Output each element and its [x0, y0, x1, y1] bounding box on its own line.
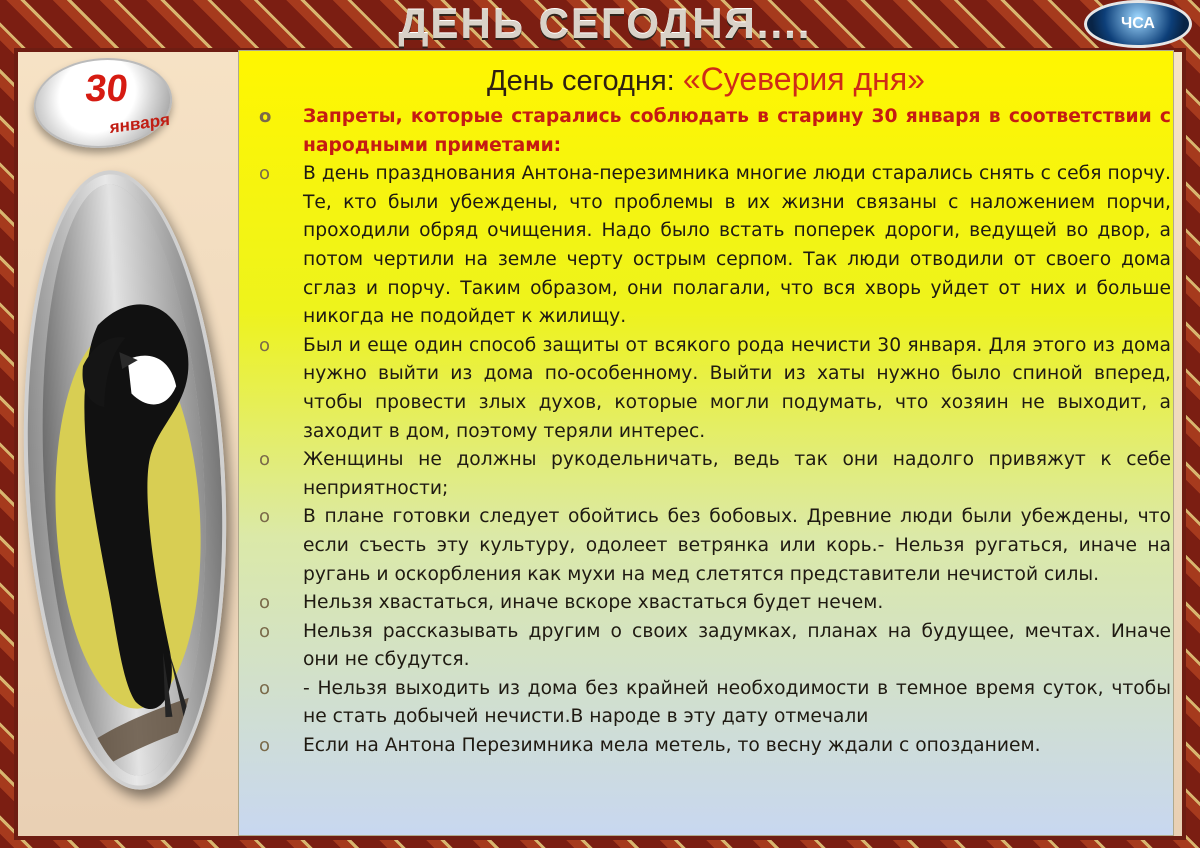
bullet-marker: o [259, 620, 271, 642]
heading-accent: «Суеверия дня» [682, 61, 925, 97]
date-month: января [109, 109, 171, 138]
panel-heading [239, 61, 1173, 98]
bullet-marker: o [259, 106, 272, 127]
superstitions-list [251, 103, 1171, 761]
list-item [251, 503, 1171, 589]
channel-logo [1084, 0, 1192, 48]
list-item [251, 446, 1171, 503]
list-item-text: Запреты, которые старались соблюдать в старину 30 января в соответствии с народными приметами: [303, 106, 1171, 156]
list-item [251, 589, 1171, 618]
bullet-marker: o [259, 677, 271, 699]
list-item-text: - Нельзя выходить из дома без крайней необходимости в темное время суток, чтобы не стать добычей нечисти.В народе в эту дату отмечали [303, 677, 1171, 728]
list-item-text: Если на Антона Перезимника мела метель, то весну ждали с опозданием. [303, 735, 1041, 757]
list-item [251, 332, 1171, 446]
logo-text: ЧСА [1121, 15, 1155, 32]
list-item-text: Нельзя хвастаться, иначе вскоре хвастаться будет нечем. [303, 592, 884, 614]
list-item [251, 160, 1171, 332]
list-item [251, 103, 1171, 160]
bullet-marker: o [259, 163, 271, 185]
heading-prefix: День сегодня: [487, 65, 675, 97]
slide-title: ДЕНЬ СЕГОДНЯ.... [398, 0, 812, 47]
list-item-text: Был и еще один способ защиты от всякого рода нечисти 30 января. Для этого из дома нужно выйти из дома по-особенному. Выйти из хаты нужно было спиной вперед, чтобы провести злых духов, которые могли подумать, что хозяин не выходит, а заходит в дом, поэтому теряли интерес. [303, 334, 1171, 442]
list-item [251, 675, 1171, 732]
list-item-text: В день празднования Антона-перезимника многие люди старались снять с себя порчу. Те, кто были убеждены, что проблемы в их жизни связаны с наложением порчи, проходили обряд очищения. Надо было встать поперек дороги, ведущей во двор, а потом чертили на земле черту острым серпом. Так люди отводили от своего дома сглаз и порчу. Таким образом, они полагали, что вся хворь уйдет от них и больше никогда не подойдет к жилищу. [303, 163, 1171, 328]
list-item [251, 618, 1171, 675]
list-item [251, 732, 1171, 761]
list-item-text: В плане готовки следует обойтись без бобовых. Древние люди были убеждены, что если съесть эту культуру, одолеет ветрянка или корь.- Нельзя ругаться, иначе на ругань и оскорбления как мухи на мед слетятся представители нечистой силы. [303, 506, 1171, 585]
superstitions-panel [238, 50, 1174, 836]
date-day: 30 [83, 68, 130, 110]
list-item-text: Женщины не должны рукодельничать, ведь так они надолго привяжут к себе неприятности; [303, 449, 1171, 499]
list-item-text: Нельзя рассказывать другим о своих задумках, планах на будущее, мечтах. Иначе они не сбудутся. [303, 620, 1171, 671]
bullet-marker: o [259, 735, 271, 757]
bullet-marker: o [259, 592, 271, 614]
bullet-marker: o [259, 506, 271, 528]
bullet-marker: o [259, 334, 271, 356]
bullet-marker: o [259, 449, 271, 471]
